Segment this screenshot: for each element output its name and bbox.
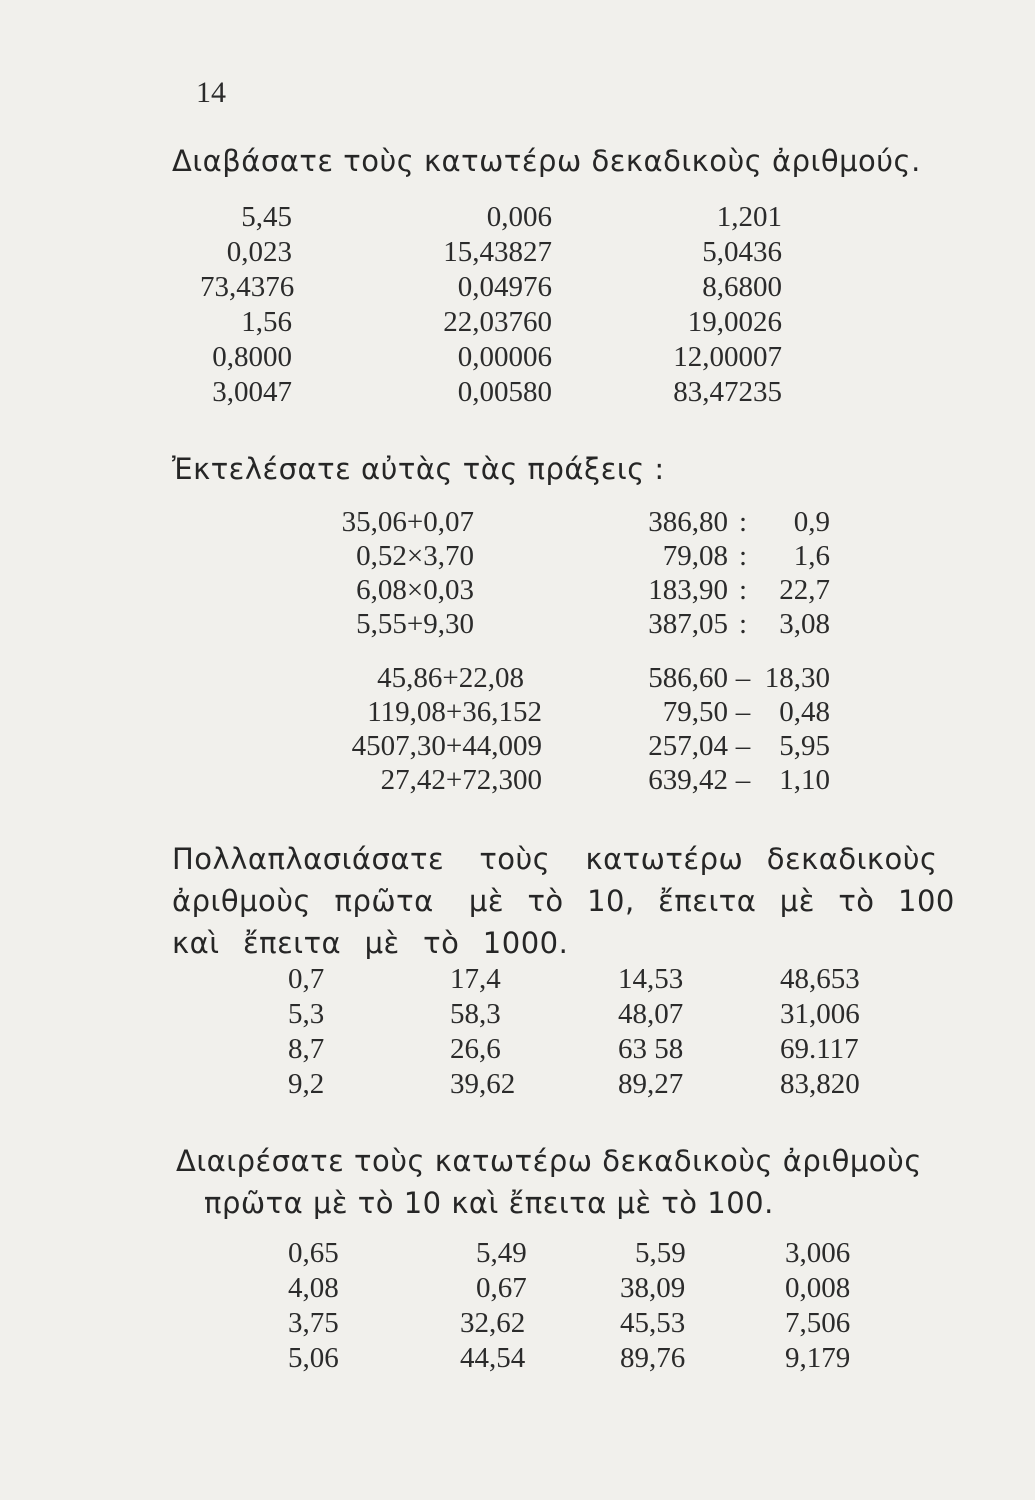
operation-sign: – bbox=[735, 730, 751, 762]
operation-divisor: 0,9 bbox=[793, 506, 830, 538]
table-cell: 1,56 bbox=[241, 306, 292, 338]
section2-heading bbox=[172, 448, 665, 490]
operation-sign: : bbox=[738, 540, 748, 572]
table-cell: 12,00007 bbox=[673, 341, 782, 373]
table-cell: 8,6800 bbox=[702, 271, 782, 303]
operation-sign: : bbox=[738, 608, 748, 640]
section3-heading-line: ἀριθμοὺς πρῶτα μὲ τὸ 10, ἔπειτα μὲ τὸ 100 bbox=[172, 884, 955, 918]
table-cell: 9,2 bbox=[288, 1068, 325, 1100]
table-cell: 48,07 bbox=[618, 998, 684, 1030]
table-cell: 0,00006 bbox=[457, 341, 552, 373]
table-row bbox=[200, 375, 820, 410]
table-cell: 19,0026 bbox=[687, 306, 782, 338]
table-cell: 0,8000 bbox=[212, 341, 292, 373]
operation-sign: : bbox=[738, 574, 748, 606]
table-row bbox=[260, 763, 840, 798]
operation-left: 45,86+22,08 bbox=[377, 662, 524, 694]
table-cell: 0,023 bbox=[226, 236, 292, 268]
section4-heading bbox=[176, 1140, 922, 1224]
operation-left: 4507,30+44,009 bbox=[351, 730, 542, 762]
table-row bbox=[260, 505, 840, 540]
table-row bbox=[200, 340, 820, 375]
table-cell: 73,4376 bbox=[200, 271, 295, 303]
table-row bbox=[200, 305, 820, 340]
table-cell: 8,7 bbox=[288, 1033, 325, 1065]
table-cell: 32,62 bbox=[460, 1307, 526, 1339]
section3-heading-line: καὶ ἔπειτα μὲ τὸ 1000. bbox=[172, 926, 569, 960]
table-cell: 15,43827 bbox=[443, 236, 552, 268]
table-row bbox=[280, 997, 900, 1032]
operation-divisor: 3,08 bbox=[779, 608, 830, 640]
table-row bbox=[200, 200, 820, 235]
table-cell: 89,27 bbox=[618, 1068, 684, 1100]
table-row bbox=[280, 1306, 900, 1341]
table-cell: 1,201 bbox=[716, 201, 782, 233]
operation-subtrahend: 1,10 bbox=[779, 764, 830, 796]
section3-heading-line: Πολλαπλασιάσατε τοὺς κατωτέρω δεκαδικοὺς bbox=[172, 842, 938, 876]
section2-operations bbox=[260, 505, 840, 805]
operation-left: 27,42+72,300 bbox=[380, 764, 542, 796]
table-cell: 58,3 bbox=[450, 998, 501, 1030]
operation-sign: : bbox=[738, 506, 748, 538]
table-row bbox=[280, 1236, 900, 1271]
operation-dividend: 79,08 bbox=[662, 540, 728, 572]
section4-heading-line: πρῶτα μὲ τὸ 10 καὶ ἔπειτα μὲ τὸ 100. bbox=[204, 1186, 774, 1220]
table-cell: 0,008 bbox=[785, 1272, 851, 1304]
operation-left: 35,06+0,07 bbox=[341, 506, 474, 538]
section1-number-table bbox=[200, 200, 820, 410]
table-cell: 48,653 bbox=[780, 963, 860, 995]
table-cell: 5,59 bbox=[635, 1237, 686, 1269]
section2-heading-line: Ἐκτελέσατε αὐτὰς τὰς πράξεις : bbox=[172, 452, 665, 486]
section1-heading-line: Διαβάσατε τοὺς κατωτέρω δεκαδικοὺς ἀριθμούς. bbox=[172, 144, 921, 178]
table-cell: 14,53 bbox=[618, 963, 684, 995]
table-cell: 5,45 bbox=[241, 201, 292, 233]
operation-left: 5,55+9,30 bbox=[356, 608, 474, 640]
table-cell: 83,47235 bbox=[673, 376, 782, 408]
table-row bbox=[280, 1271, 900, 1306]
table-row bbox=[260, 573, 840, 608]
table-row bbox=[260, 539, 840, 574]
table-cell: 3,0047 bbox=[212, 376, 292, 408]
operation-minuend: 639,42 bbox=[648, 764, 728, 796]
table-cell: 9,179 bbox=[785, 1342, 851, 1374]
operation-left: 6,08×0,03 bbox=[356, 574, 474, 606]
operation-left: 0,52×3,70 bbox=[356, 540, 474, 572]
table-cell: 7,506 bbox=[785, 1307, 851, 1339]
operation-divisor: 1,6 bbox=[793, 540, 830, 572]
section4-number-table bbox=[280, 1236, 900, 1376]
section1-heading bbox=[172, 140, 921, 182]
table-cell: 31,006 bbox=[780, 998, 860, 1030]
table-row bbox=[280, 1067, 900, 1102]
section3-heading bbox=[172, 838, 955, 964]
table-cell: 26,6 bbox=[450, 1033, 501, 1065]
table-cell: 22,03760 bbox=[443, 306, 552, 338]
table-cell: 5,0436 bbox=[702, 236, 782, 268]
table-cell: 4,08 bbox=[288, 1272, 339, 1304]
table-cell: 63 58 bbox=[618, 1033, 684, 1065]
operation-sign: – bbox=[735, 696, 751, 728]
section4-heading-line: Διαιρέσατε τοὺς κατωτέρω δεκαδικοὺς ἀριθμοὺς bbox=[176, 1144, 922, 1178]
table-cell: 5,3 bbox=[288, 998, 325, 1030]
table-cell: 0,7 bbox=[288, 963, 325, 995]
operation-sign: – bbox=[735, 764, 751, 796]
table-cell: 89,76 bbox=[620, 1342, 686, 1374]
operation-subtrahend: 5,95 bbox=[779, 730, 830, 762]
table-cell: 0,006 bbox=[486, 201, 552, 233]
section3-number-table bbox=[280, 962, 900, 1102]
table-cell: 3,75 bbox=[288, 1307, 339, 1339]
table-row bbox=[280, 1341, 900, 1376]
table-cell: 44,54 bbox=[460, 1342, 526, 1374]
table-row bbox=[200, 235, 820, 270]
table-row bbox=[260, 729, 840, 764]
table-row bbox=[260, 695, 840, 730]
table-cell: 39,62 bbox=[450, 1068, 516, 1100]
table-cell: 45,53 bbox=[620, 1307, 686, 1339]
table-cell: 17,4 bbox=[450, 963, 501, 995]
table-row bbox=[280, 1032, 900, 1067]
table-cell: 5,06 bbox=[288, 1342, 339, 1374]
operation-subtrahend: 18,30 bbox=[764, 662, 830, 694]
table-cell: 0,04976 bbox=[457, 271, 552, 303]
operation-minuend: 257,04 bbox=[648, 730, 728, 762]
table-row bbox=[260, 661, 840, 696]
table-cell: 0,65 bbox=[288, 1237, 339, 1269]
table-cell: 0,00580 bbox=[457, 376, 552, 408]
table-row bbox=[260, 607, 840, 642]
table-cell: 69.117 bbox=[780, 1033, 859, 1065]
page-number: 14 bbox=[196, 76, 226, 109]
table-row bbox=[200, 270, 820, 305]
operation-sign: – bbox=[735, 662, 751, 694]
operation-subtrahend: 0,48 bbox=[779, 696, 830, 728]
table-cell: 0,67 bbox=[476, 1272, 527, 1304]
table-cell: 38,09 bbox=[620, 1272, 686, 1304]
operation-divisor: 22,7 bbox=[779, 574, 830, 606]
operation-left: 119,08+36,152 bbox=[367, 696, 542, 728]
operation-dividend: 183,90 bbox=[648, 574, 728, 606]
table-cell: 5,49 bbox=[476, 1237, 527, 1269]
operation-minuend: 586,60 bbox=[648, 662, 728, 694]
table-cell: 3,006 bbox=[785, 1237, 851, 1269]
table-row bbox=[280, 962, 900, 997]
table-cell: 83,820 bbox=[780, 1068, 860, 1100]
operation-dividend: 386,80 bbox=[648, 506, 728, 538]
operation-dividend: 387,05 bbox=[648, 608, 728, 640]
operation-minuend: 79,50 bbox=[662, 696, 728, 728]
